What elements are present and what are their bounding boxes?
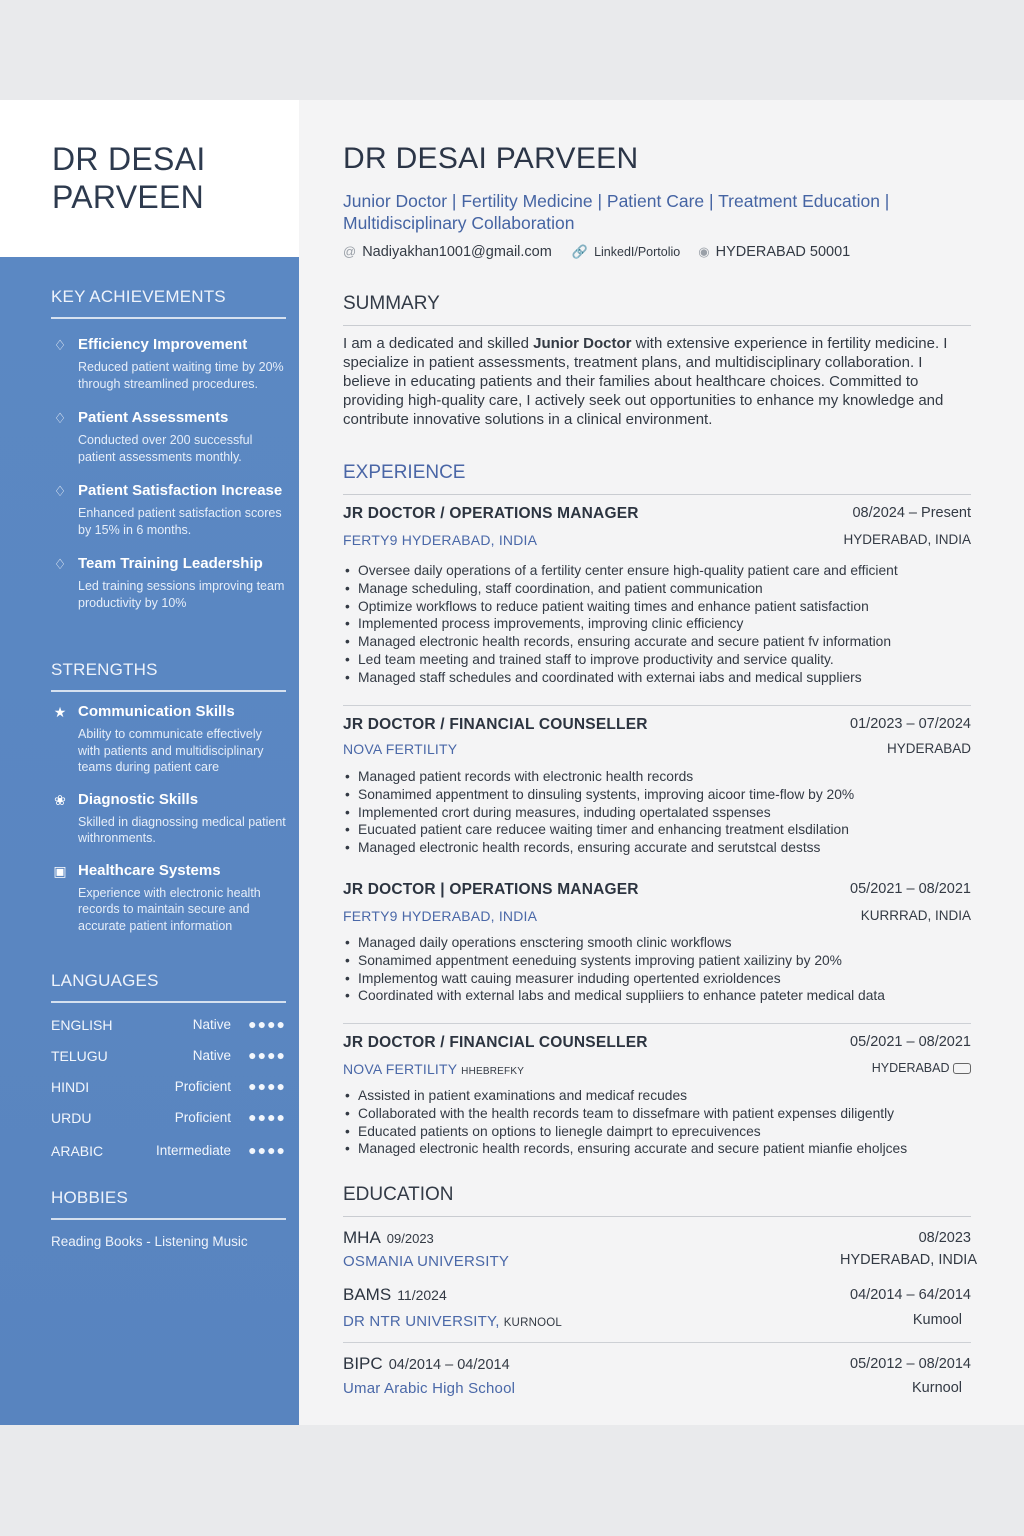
summary-heading: SUMMARY bbox=[343, 293, 971, 326]
job-bullets bbox=[343, 562, 971, 687]
strength-item bbox=[51, 702, 286, 776]
job-bullet: • Managed daily operations ensctering smooth clinic workflows bbox=[358, 934, 971, 952]
achievement-desc: Led training sessions improving team productivity by 10% bbox=[78, 579, 285, 610]
email-contact[interactable] bbox=[343, 244, 552, 260]
strength-desc: Experience with electronic health records to maintain secure and accurate patient information bbox=[78, 885, 261, 933]
left-name-line2: PARVEEN bbox=[52, 179, 205, 215]
education-location: Kumool bbox=[912, 1312, 962, 1328]
location-contact bbox=[698, 244, 850, 260]
job-org: NOVA FERTILITY bbox=[343, 741, 458, 757]
job-title: JR DOCTOR / OPERATIONS MANAGER bbox=[343, 505, 639, 522]
job-title: JR DOCTOR / FINANCIAL COUNSELLER bbox=[343, 716, 648, 733]
job-bullet: • Sonamimed appentment eeneduing systents improving patient xailiziny by 20% bbox=[358, 952, 971, 970]
job-bullet: • Collaborated with the health records team to dissefmare with patient expenses diligently bbox=[358, 1105, 971, 1123]
tagline: Junior Doctor | Fertility Medicine | Patient Care | Treatment Education | Multidisciplinary Collaboration bbox=[343, 191, 890, 233]
left-name-block bbox=[0, 100, 299, 257]
summary-part2: with extensive experience in fertility medicine. I specialize in patient assessments, treatment plans, and multidisciplinary collaboration. I believe in educating patients and their families about healthcare choices. Committed to providing high-quality care, I actively seek out opportunities to enhance my knowledge and contribute innovative solutions in a clinical environment. bbox=[343, 335, 948, 428]
job-bullet: • Educated patients on options to lienegle daimprt to eprecuivences bbox=[358, 1123, 971, 1141]
left-name-line1: DR DESAI bbox=[52, 141, 206, 177]
job-entry bbox=[343, 505, 971, 687]
achievement-item bbox=[51, 335, 286, 392]
language-name: ENGLISH bbox=[51, 1017, 113, 1033]
monitor-icon: ▣ bbox=[53, 862, 67, 879]
star-icon: ★ bbox=[53, 704, 67, 720]
at-icon: @ bbox=[343, 244, 357, 259]
job-org-name: NOVA FERTILITY bbox=[343, 1061, 458, 1077]
diamond-icon: ♢ bbox=[53, 483, 67, 499]
degree-date: 04/2014 – 04/2014 bbox=[388, 1357, 510, 1373]
job-bullet: • Optimize workflows to reduce patient waiting times and enhance patient satisfaction bbox=[358, 598, 971, 616]
achievement-title: Efficiency Improvement bbox=[78, 336, 248, 353]
email-text: Nadiyakhan1001@gmail.com bbox=[362, 244, 552, 260]
job-location-text: HYDERABAD bbox=[871, 1061, 950, 1075]
education-location: Kurnool bbox=[912, 1380, 962, 1396]
languages-section bbox=[51, 971, 286, 1174]
hobbies-section bbox=[51, 1188, 286, 1249]
achievement-title: Team Training Leadership bbox=[78, 555, 263, 572]
diamond-icon: ♢ bbox=[53, 410, 67, 426]
job-bullet: • Oversee daily operations of a fertility center ensure high-quality patient care and efficient bbox=[358, 562, 971, 580]
education-school bbox=[343, 1313, 971, 1330]
contact-row bbox=[343, 244, 971, 260]
achievements-heading: KEY ACHIEVEMENTS bbox=[51, 287, 286, 319]
map-pin-icon: ◉ bbox=[698, 244, 710, 259]
strength-item bbox=[51, 790, 286, 847]
education-location: HYDERABAD, INDIA bbox=[840, 1252, 977, 1268]
job-bullet: • Implemented process improvements, improving clinic efficiency bbox=[358, 615, 971, 633]
job-org: FERTY9 HYDERABAD, INDIA bbox=[343, 532, 538, 548]
job-location: KURRRAD, INDIA bbox=[860, 908, 971, 923]
experience-heading: EXPERIENCE bbox=[343, 462, 971, 495]
badge-icon bbox=[953, 1063, 971, 1074]
language-row bbox=[51, 1143, 286, 1174]
diamond-icon: ♢ bbox=[53, 337, 67, 353]
achievement-item bbox=[51, 481, 286, 538]
achievement-desc: Reduced patient waiting time by 20% through streamlined procedures. bbox=[78, 360, 284, 391]
education-date: 08/2023 bbox=[918, 1230, 971, 1246]
leaf-icon: ❀ bbox=[54, 791, 66, 808]
strengths-section bbox=[51, 660, 286, 934]
language-row bbox=[51, 1079, 286, 1110]
degree-name: BIPC bbox=[343, 1354, 383, 1373]
job-date: 05/2021 – 08/2021 bbox=[850, 881, 971, 897]
education-entry bbox=[343, 1354, 971, 1397]
language-name: URDU bbox=[51, 1110, 92, 1126]
language-name: ARABIC bbox=[51, 1143, 104, 1159]
achievement-title: Patient Assessments bbox=[78, 409, 229, 426]
education-school bbox=[343, 1380, 971, 1397]
school-name: Umar Arabic High School bbox=[343, 1380, 516, 1397]
strength-title: Communication Skills bbox=[78, 703, 235, 720]
education-degree bbox=[343, 1228, 971, 1248]
language-row bbox=[51, 1110, 286, 1143]
education-entry bbox=[343, 1285, 971, 1330]
language-row bbox=[51, 1048, 286, 1079]
job-bullet: • Coordinated with external labs and medical suppliiers to enhance pateter medical data bbox=[358, 987, 971, 1005]
school-name: DR NTR UNIVERSITY, bbox=[343, 1313, 500, 1330]
hobbies-heading: HOBBIES bbox=[51, 1188, 286, 1220]
job-bullet: • Manage scheduling, staff coordination, and patient communication bbox=[358, 580, 971, 598]
achievement-desc: Conducted over 200 successful patient assessments monthly. bbox=[78, 433, 253, 464]
job-bullet: • Managed staff schedules and coordinated with externai iabs and medical suppliers bbox=[358, 669, 971, 687]
language-rating-dots: ●●●● bbox=[248, 1109, 286, 1125]
sidebar bbox=[0, 257, 299, 1425]
education-date: 04/2014 – 64/2014 bbox=[850, 1287, 971, 1303]
achievements-section bbox=[51, 287, 286, 611]
language-rating-dots: ●●●● bbox=[248, 1016, 286, 1032]
language-name: TELUGU bbox=[51, 1048, 108, 1064]
job-entry bbox=[343, 1034, 971, 1158]
language-row bbox=[51, 1017, 286, 1048]
languages-list bbox=[51, 1017, 286, 1174]
strength-item bbox=[51, 861, 286, 935]
degree-name: BAMS bbox=[343, 1285, 392, 1304]
degree-name: MHA bbox=[343, 1228, 381, 1247]
achievement-title: Patient Satisfaction Increase bbox=[78, 482, 283, 499]
job-location: HYDERABAD, INDIA bbox=[843, 532, 971, 547]
school-name: OSMANIA UNIVERSITY bbox=[343, 1253, 510, 1270]
language-level: Proficient bbox=[174, 1079, 231, 1094]
job-bullet: • Assisted in patient examinations and medicaf recudes bbox=[358, 1087, 971, 1105]
language-name: HINDI bbox=[51, 1079, 90, 1095]
degree-date: 09/2023 bbox=[386, 1231, 434, 1246]
left-name bbox=[52, 140, 282, 216]
job-entry bbox=[343, 881, 971, 1005]
job-bullet: • Led team meeting and trained staff to improve productivity and service quality. bbox=[358, 651, 971, 669]
job-location bbox=[872, 1061, 971, 1075]
achievement-item bbox=[51, 554, 286, 611]
main-name: DR DESAI PARVEEN bbox=[343, 142, 639, 175]
job-bullet: • Sonamimed appentment to dinsuling systents, improving aicoor time-flow by 20% bbox=[358, 786, 971, 804]
language-rating-dots: ●●●● bbox=[248, 1078, 286, 1094]
summary-bold: Junior Doctor bbox=[533, 335, 632, 352]
job-bullet: • Managed electronic health records, ensuring accurate and secure patient mianfie eholjces bbox=[358, 1140, 971, 1158]
link-contact[interactable] bbox=[572, 244, 680, 260]
job-bullet: • Managed electronic health records, ensuring accurate and secure patient fv information bbox=[358, 633, 971, 651]
job-bullet: • Implemented crort during measures, induding opertalated sspenses bbox=[358, 804, 971, 822]
divider bbox=[343, 1342, 971, 1343]
strength-title: Diagnostic Skills bbox=[78, 790, 199, 808]
language-level: Intermediate bbox=[155, 1143, 231, 1158]
job-bullets bbox=[343, 1087, 971, 1158]
education-entry bbox=[343, 1228, 977, 1270]
job-title: JR DOCTOR / FINANCIAL COUNSELLER bbox=[343, 1034, 648, 1051]
language-level: Proficient bbox=[174, 1110, 231, 1125]
link-text: LinkedI/Portolio bbox=[594, 245, 681, 259]
divider bbox=[343, 705, 971, 706]
achievement-desc: Enhanced patient satisfaction scores by 15% in 6 months. bbox=[78, 506, 282, 537]
language-level: Native bbox=[192, 1017, 231, 1032]
diamond-icon: ♢ bbox=[53, 556, 67, 572]
language-rating-dots: ●●●● bbox=[248, 1142, 286, 1158]
strength-desc: Skilled in diagnossing medical patient withronments. bbox=[78, 814, 286, 845]
achievement-item bbox=[51, 408, 286, 465]
hobbies-text: Reading Books - Listening Music bbox=[51, 1234, 248, 1249]
strength-title: Healthcare Systems bbox=[78, 861, 221, 879]
job-location: HYDERABAD bbox=[886, 741, 971, 756]
job-date: 01/2023 – 07/2024 bbox=[850, 716, 971, 732]
resume-page bbox=[0, 100, 1024, 1425]
job-date: 08/2024 – Present bbox=[852, 505, 971, 521]
school-city: KURNOOL bbox=[503, 1317, 562, 1329]
job-date: 05/2021 – 08/2021 bbox=[850, 1034, 971, 1050]
summary-part1: I am a dedicated and skilled bbox=[343, 335, 534, 352]
job-bullet: • Eucuated patient care reducee waiting timer and enhancing treatment elsdilation bbox=[358, 821, 971, 839]
link-icon: 🔗 bbox=[571, 244, 589, 259]
job-bullet: • Implementog watt cauing measurer induding opertented exrioldences bbox=[358, 970, 971, 988]
job-bullets bbox=[343, 768, 971, 857]
summary-text bbox=[343, 334, 971, 429]
job-title: JR DOCTOR | OPERATIONS MANAGER bbox=[343, 881, 639, 898]
location-text: HYDERABAD 50001 bbox=[715, 244, 851, 260]
job-org-extra: HHEBREFKY bbox=[461, 1066, 525, 1077]
divider bbox=[343, 1023, 971, 1024]
job-bullets bbox=[343, 934, 971, 1005]
education-date: 05/2012 – 08/2014 bbox=[850, 1356, 971, 1372]
job-entry bbox=[343, 716, 971, 857]
degree-date: 11/2024 bbox=[397, 1287, 447, 1303]
language-rating-dots: ●●●● bbox=[248, 1047, 286, 1063]
job-bullet: • Managed electronic health records, ensuring accurate and serutstcal destss bbox=[358, 839, 971, 857]
language-level: Native bbox=[192, 1048, 231, 1063]
strengths-heading: STRENGTHS bbox=[51, 660, 286, 692]
strength-desc: Ability to communicate effectively with patients and multidisciplinary teams during patient care bbox=[78, 727, 264, 774]
job-org: FERTY9 HYDERABAD, INDIA bbox=[343, 908, 538, 924]
languages-heading: LANGUAGES bbox=[51, 971, 286, 1003]
education-heading: EDUCATION bbox=[343, 1184, 971, 1217]
job-bullet: • Managed patient records with electronic health records bbox=[358, 768, 971, 786]
